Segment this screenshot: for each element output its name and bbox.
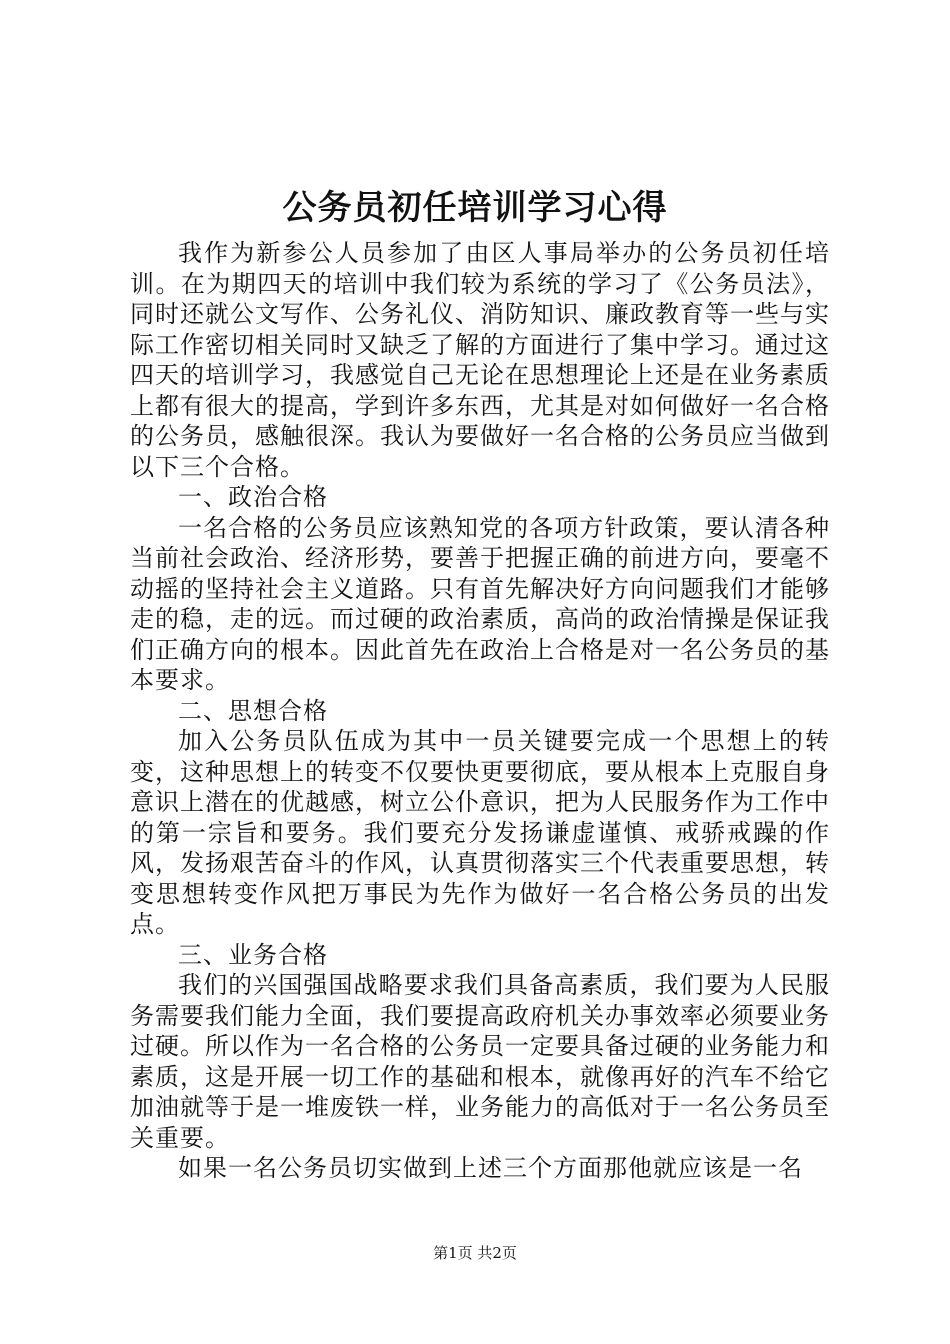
document-body	[130, 238, 830, 1184]
section-text-professional: 我们的兴国强国战略要求我们具备高素质，我们要为人民服务需要我们能力全面，我们要提高政府机关办事效率必须要业务过硬。所以作为一名合格的公务员一定要具备过硬的业务能力和素质，这是开展一切工作的基础和根本，就像再好的汽车不给它加油就等于是一堆废铁一样，业务能力的高低对于一名公务员至关重要。	[130, 971, 830, 1152]
section-heading-professional: 三、业务合格	[178, 940, 328, 969]
section-heading-political: 一、政治合格	[178, 483, 328, 511]
page-footer: 第1页 共2页	[433, 1244, 517, 1262]
section-text-ideological: 加入公务员队伍成为其中一员关键要完成一个思想上的转变，这种思想上的转变不仅要快更要彻底，要从根本上克服自身意识上潜在的优越感，树立公仆意识，把为人民服务作为工作中的第一宗旨和要务。我们要充分发扬谦虚谨慎、戒骄戒躁的作风，发扬艰苦奋斗的作风，认真贯彻落实三个代表重要思想，转变思想转变作风把万事民为先作为做好一名合格公务员的出发点。	[130, 727, 830, 938]
section-heading-ideological: 二、思想合格	[178, 696, 328, 725]
closing-paragraph: 如果一名公务员切实做到上述三个方面那他就应该是一名	[178, 1154, 803, 1182]
section-text-political: 一名合格的公务员应该熟知党的各项方针政策，要认清各种当前社会政治、经济形势，要善于把握正确的前进方向，要毫不动摇的坚持社会主义道路。只有首先解决好方向问题我们才能够走的稳，走的远。而过硬的政治素质，高尚的政治情操是保证我们正确方向的根本。因此首先在政治上合格是对一名公务员的基本要求。	[130, 513, 830, 694]
document-title: 公务员初任培训学习心得	[282, 188, 668, 228]
intro-paragraph: 我作为新参公人员参加了由区人事局举办的公务员初任培训。在为期四天的培训中我们较为系统的学习了《公务员法》，同时还就公文写作、公务礼仪、消防知识、廉政教育等一些与实际工作密切相关同时又缺乏了解的方面进行了集中学习。通过这四天的培训学习，我感觉自己无论在思想理论上还是在业务素质上都有很大的提高，学到许多东西，尤其是对如何做好一名合格的公务员，感触很深。我认为要做好一名合格的公务员应当做到以下三个合格。	[130, 239, 830, 481]
